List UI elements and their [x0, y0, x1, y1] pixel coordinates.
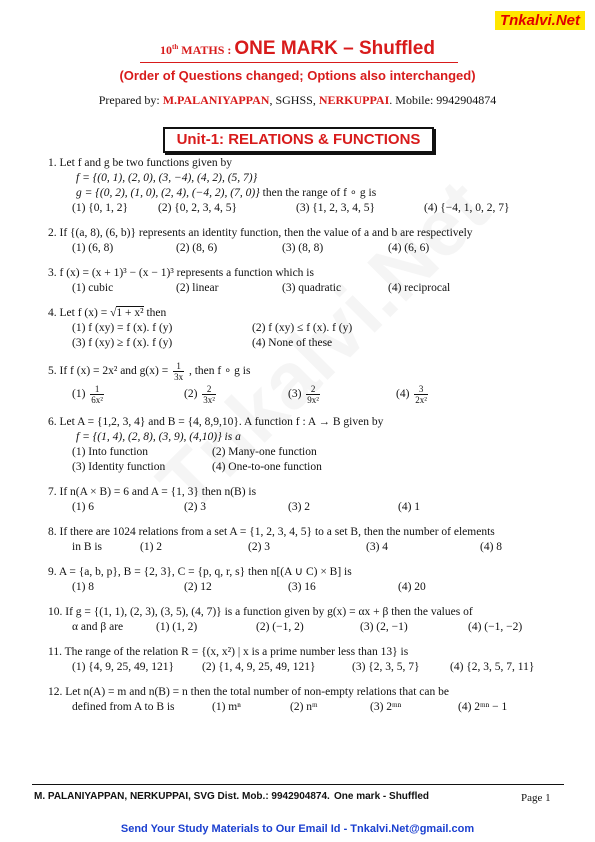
sqrt-symbol: √	[110, 307, 117, 319]
page-title	[0, 38, 595, 60]
q9-option-1: (1) 8	[72, 581, 95, 593]
q5-option-2-den: 3x²	[203, 395, 215, 405]
q4-option-2: (2) f (xy) ≤ f (x). f (y)	[252, 322, 353, 334]
subtitle: (Order of Questions changed; Options also interchanged)	[119, 68, 476, 83]
q5-g-num: 1	[173, 361, 184, 372]
page-number: Page 1	[521, 792, 551, 804]
mobile-number: . Mobile: 9942904874	[389, 93, 497, 107]
q8-options	[48, 540, 558, 555]
q1-option-3: (3) {1, 2, 3, 4, 5}	[296, 202, 376, 214]
q12-options	[48, 700, 558, 715]
prepared-by	[0, 93, 595, 108]
q9-option-3: (3) 16	[288, 581, 316, 593]
q8-option-4: (4) 8	[480, 541, 503, 553]
q8-stem-2: in B is	[72, 541, 103, 553]
q3-option-3: (3) quadratic	[282, 282, 342, 294]
q8-option-2: (2) 3	[248, 541, 271, 553]
question-12	[48, 685, 558, 715]
q9-stem: 9. A = {a, b, p}, B = {2, 3}, C = {p, q, r, s} then n[(A ∪ C) × B] is	[48, 566, 352, 578]
q12-option-3: (3) 2ᵐⁿ	[370, 701, 402, 713]
prepared-label: Prepared by:	[98, 93, 160, 107]
q1-f-def: f = {(0, 1), (2, 0), (3, −4), (4, 2), (5, 7)}	[76, 172, 258, 184]
q7-option-1: (1) 6	[72, 501, 95, 513]
q4-option-1: (1) f (xy) = f (x). f (y)	[72, 322, 173, 334]
q5-option-4	[396, 384, 430, 405]
q5-stem	[48, 361, 558, 382]
q7-option-4: (4) 1	[398, 501, 421, 513]
q10-option-1: (1) (1, 2)	[156, 621, 198, 633]
question-6	[48, 415, 558, 475]
q4-options-row-1	[48, 321, 558, 336]
q5-option-4-den: 2x²	[415, 395, 427, 405]
email-banner: Send Your Study Materials to Our Email Id - Tnkalvi.Net@gmail.com	[120, 823, 475, 835]
q5-option-3-num: 2	[306, 384, 320, 395]
author-name: M.PALANIYAPPAN	[162, 93, 270, 107]
q4-stem	[48, 306, 558, 321]
q7-options	[48, 500, 558, 515]
q12-option-4: (4) 2ᵐⁿ − 1	[458, 701, 508, 713]
title-prefix-number: 10	[160, 43, 173, 57]
question-2	[48, 226, 558, 256]
q10-stem-2: α and β are	[72, 621, 124, 633]
q5-option-1-den: 6x²	[91, 395, 103, 405]
q3-options	[48, 281, 558, 296]
q9-option-2: (2) 12	[184, 581, 212, 593]
q4-stem-b: then	[143, 307, 167, 319]
q10-option-2: (2) (−1, 2)	[256, 621, 304, 633]
q11-option-3: (3) {2, 3, 5, 7}	[352, 661, 420, 673]
q5-option-4-fraction	[414, 384, 428, 405]
title-main: ONE MARK – Shuffled	[234, 38, 435, 59]
footer-divider	[32, 784, 564, 785]
q3-option-4: (4) reciprocal	[388, 282, 451, 294]
q1-stem: 1. Let f and g be two functions given by	[48, 157, 232, 169]
q9-options	[48, 580, 558, 595]
q5-option-3	[288, 384, 396, 405]
q4-option-4: (4) None of these	[252, 337, 333, 349]
q4-stem-a: 4. Let f (x) =	[48, 307, 111, 319]
question-3	[48, 266, 558, 296]
question-5	[48, 361, 558, 405]
q1-options	[48, 201, 558, 216]
question-1	[48, 156, 558, 216]
q6-stem: 6. Let A = {1,2, 3, 4} and B = {4, 8,9,10}. A function f : A → B given by	[48, 416, 384, 428]
q3-option-2: (2) linear	[176, 282, 219, 294]
q4-option-3: (3) f (xy) ≥ f (x). f (y)	[72, 337, 173, 349]
q10-option-4: (4) (−1, −2)	[468, 621, 523, 633]
q5-option-1	[72, 384, 184, 405]
question-10	[48, 605, 558, 635]
q10-option-3: (3) (2, −1)	[360, 621, 408, 633]
q5-option-3-fraction	[306, 384, 320, 405]
q12-option-1: (1) mⁿ	[212, 701, 241, 713]
q2-option-2: (2) (8, 6)	[176, 242, 218, 254]
q5-g-fraction	[173, 361, 184, 382]
q5-option-2-label: (2)	[184, 388, 198, 401]
q5-option-3-label: (3)	[288, 388, 302, 401]
question-9	[48, 565, 558, 595]
q5-option-2-fraction	[202, 384, 216, 405]
q5-option-1-num: 1	[90, 384, 104, 395]
q6-option-2: (2) Many-one function	[212, 446, 317, 458]
q5-option-2-num: 2	[202, 384, 216, 395]
q6-stem-2: f = {(1, 4), (2, 8), (3, 9), (4,10)} is a	[76, 431, 241, 443]
q6-options-row-2	[48, 460, 558, 475]
q9-option-4: (4) 20	[398, 581, 426, 593]
q5-g-den: 3x	[174, 372, 184, 382]
q7-option-2: (2) 3	[184, 501, 207, 513]
q5-option-2	[184, 384, 288, 405]
q12-option-2: (2) nᵐ	[290, 701, 318, 713]
title-underline	[140, 62, 458, 63]
q11-stem: 11. The range of the relation R = {(x, x²) | x is a prime number less than 13} is	[48, 646, 409, 658]
school-name: , SGHSS,	[269, 93, 319, 107]
q2-options	[48, 241, 558, 256]
q8-option-1: (1) 2	[140, 541, 163, 553]
q1-g-def: g = {(0, 2), (1, 0), (2, 4), (−4, 2), (7, 0)}	[76, 187, 260, 199]
q6-option-1: (1) Into function	[72, 446, 149, 458]
q10-stem: 10. If g = {(1, 1), (2, 3), (3, 5), (4, 7)} is a function given by g(x) = αx + β then the values of	[48, 606, 473, 618]
q2-option-4: (4) (6, 6)	[388, 242, 430, 254]
q10-options	[48, 620, 558, 635]
footer-author: M. PALANIYAPPAN, NERKUPPAI, SVG Dist. Mob.: 9942904874.	[34, 791, 330, 802]
q11-option-1: (1) {4, 9, 25, 49, 121}	[72, 661, 175, 673]
q7-stem: 7. If n(A × B) = 6 and A = {1, 3} then n(B) is	[48, 486, 257, 498]
title-prefix	[160, 43, 231, 57]
q2-option-3: (3) (8, 8)	[282, 242, 324, 254]
q5-option-4-label: (4)	[396, 388, 410, 401]
question-8	[48, 525, 558, 555]
q11-option-4: (4) {2, 3, 5, 7, 11}	[450, 661, 535, 673]
question-11	[48, 645, 558, 675]
q11-option-2: (2) {1, 4, 9, 25, 49, 121}	[202, 661, 316, 673]
q6-options-row-1	[48, 445, 558, 460]
q4-radicand: 1 + x²	[116, 307, 144, 319]
title-prefix-rest: MATHS :	[178, 43, 232, 57]
question-4	[48, 306, 558, 351]
q5-stem-b: , then f ∘ g is	[186, 365, 251, 378]
q5-option-1-label: (1)	[72, 388, 86, 401]
q2-option-1: (1) (6, 8)	[72, 242, 114, 254]
q5-option-1-fraction	[90, 384, 104, 405]
q6-option-4: (4) One-to-one function	[212, 461, 322, 473]
question-list	[48, 156, 558, 725]
q4-options-row-2	[48, 336, 558, 351]
q1-option-1: (1) {0, 1, 2}	[72, 202, 129, 214]
q1-option-2: (2) {0, 2, 3, 4, 5}	[158, 202, 238, 214]
q1-tail: then the range of f ∘ g is	[259, 187, 377, 199]
q1-option-4: (4) {−4, 1, 0, 2, 7}	[424, 202, 510, 214]
question-7	[48, 485, 558, 515]
site-logo: Tnkalvi.Net	[495, 11, 585, 30]
q5-option-3-den: 9x²	[307, 395, 319, 405]
q3-option-1: (1) cubic	[72, 282, 114, 294]
q8-option-3: (3) 4	[366, 541, 389, 553]
q2-stem: 2. If {(a, 8), (6, b)} represents an identity function, then the value of a and b are respectively	[48, 227, 473, 239]
q5-stem-a: 5. If f (x) = 2x² and g(x) =	[48, 365, 172, 378]
q12-stem: 12. Let n(A) = m and n(B) = n then the total number of non-empty relations that can be	[48, 686, 449, 698]
q7-option-3: (3) 2	[288, 501, 311, 513]
unit-title: Unit-1: RELATIONS & FUNCTIONS	[163, 127, 434, 153]
q8-stem: 8. If there are 1024 relations from a set A = {1, 2, 3, 4, 5} to a set B, then the number of elements	[48, 526, 495, 538]
q5-option-4-num: 3	[414, 384, 428, 395]
q6-option-3: (3) Identity function	[72, 461, 166, 473]
title-prefix-sup: th	[172, 43, 179, 51]
q5-options	[48, 384, 558, 405]
q11-options	[48, 660, 558, 675]
footer-doc-title: One mark - Shuffled	[334, 791, 430, 802]
q3-stem: 3. f (x) = (x + 1)³ − (x − 1)³ represents a function which is	[48, 267, 314, 279]
q12-stem-2: defined from A to B is	[72, 701, 175, 713]
place-name: NERKUPPAI	[318, 93, 390, 107]
